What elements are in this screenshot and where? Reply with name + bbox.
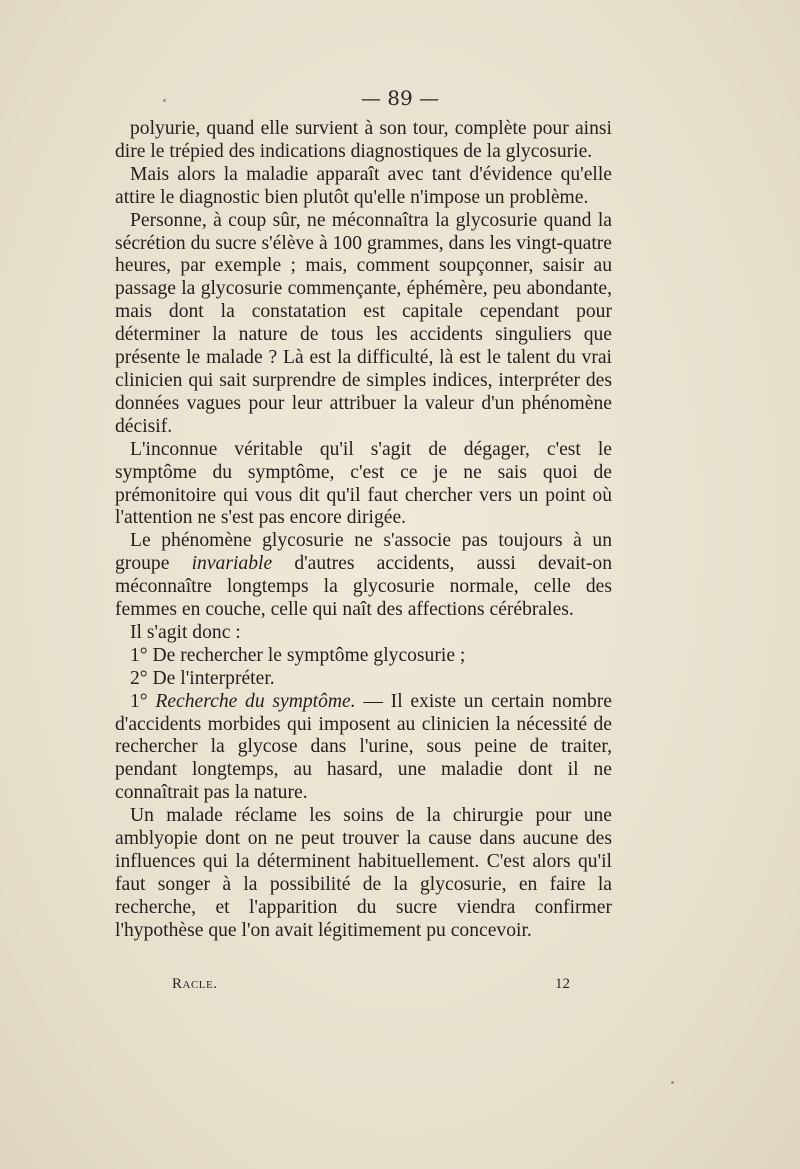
paragraph-3-text: Personne, à coup sûr, ne méconnaîtra la glycosurie quand la sécrétion du sucre s'élève à 100 grammes, dans les vingt-quatre heures, par exemple ; mais, comment soupçonner, saisir au passage la glycosurie commençante, éphémère, peu abondante, mais dont la constatation est capitale cependant pour déterminer la nature de tous les accidents singuliers que présente le malade ? Là est la difficulté, là est le talent du vrai clinicien qui sait surprendre de simples indices, interpréter des données vagues pour leur attribuer la valeur d'un phénomène décisif. — [115, 209, 612, 437]
paragraph-10 — [115, 805, 612, 942]
footer-signature: Racle. — [172, 976, 218, 992]
paragraph-9-text-b: — Il existe un certain nombre d'accidents morbides qui imposent au clinicien la nécessité de rechercher la glycose dans l'urine, sous peine de traiter, pendant longtemps, au hasard, une maladie dont il ne connaîtrait pas la nature. — [115, 690, 613, 804]
paragraph-9-text-a: 1° — [130, 690, 156, 712]
paragraph-5-text-b: d'autres accidents, aussi devait-on méconnaître longtemps la glycosurie normale, celle des femmes en couche, celle qui naît des affections cérébrales. — [115, 553, 612, 621]
paragraph-6 — [115, 622, 612, 645]
paragraph-7 — [115, 645, 612, 668]
paragraph-4-text: L'inconnue véritable qu'il s'agit de dégager, c'est le symptôme du symptôme, c'est ce je ne sais quoi de prémonitoire qui vous dit qu'il faut chercher vers un point où l'attention ne s'est pas encore dirigée. — [115, 438, 612, 529]
paragraph-8-text: 2° De l'interpréter. — [130, 667, 275, 689]
paragraph-6-text: Il s'agit donc : — [130, 621, 241, 643]
paragraph-1-text: polyurie, quand elle survient à son tour, complète pour ainsi dire le trépied des indications diagnostiques de la glycosurie. — [115, 118, 612, 162]
body-text — [115, 118, 612, 943]
paper-speck — [671, 1081, 674, 1084]
paragraph-7-text: 1° De rechercher le symptôme glycosurie ; — [130, 644, 466, 666]
paragraph-4 — [115, 439, 612, 531]
paragraph-9 — [115, 691, 612, 806]
paragraph-5-text-a: Le phénomène glycosurie ne s'associe pas toujours à un groupe — [115, 530, 612, 575]
paragraph-2-text: Mais alors la maladie apparaît avec tant d'évidence qu'elle attire le diagnostic bien plutôt qu'elle n'impose un problème. — [115, 163, 612, 208]
paragraph-5-italic: invariable — [191, 553, 273, 575]
footer-sheet-number: 12 — [555, 976, 570, 992]
page-number-header: — 89 — — [360, 86, 440, 110]
paragraph-3 — [115, 210, 612, 439]
paragraph-8 — [115, 668, 612, 691]
paragraph-1 — [115, 118, 612, 164]
paragraph-9-italic: Recherche du symptôme. — [155, 690, 356, 712]
paper-speck — [163, 99, 166, 102]
paragraph-5 — [115, 530, 612, 622]
page-footer — [172, 976, 570, 993]
paragraph-2 — [115, 164, 612, 210]
paragraph-10-text: Un malade réclame les soins de la chirurgie pour une amblyopie dont on ne peut trouver la cause dans aucune des influences qui la déterminent habituellement. C'est alors qu'il faut songer à la possibilité de la glycosurie, en faire la recherche, et l'apparition du sucre viendra confirmer l'hypothèse que l'on avait légitimement pu concevoir. — [115, 805, 612, 941]
